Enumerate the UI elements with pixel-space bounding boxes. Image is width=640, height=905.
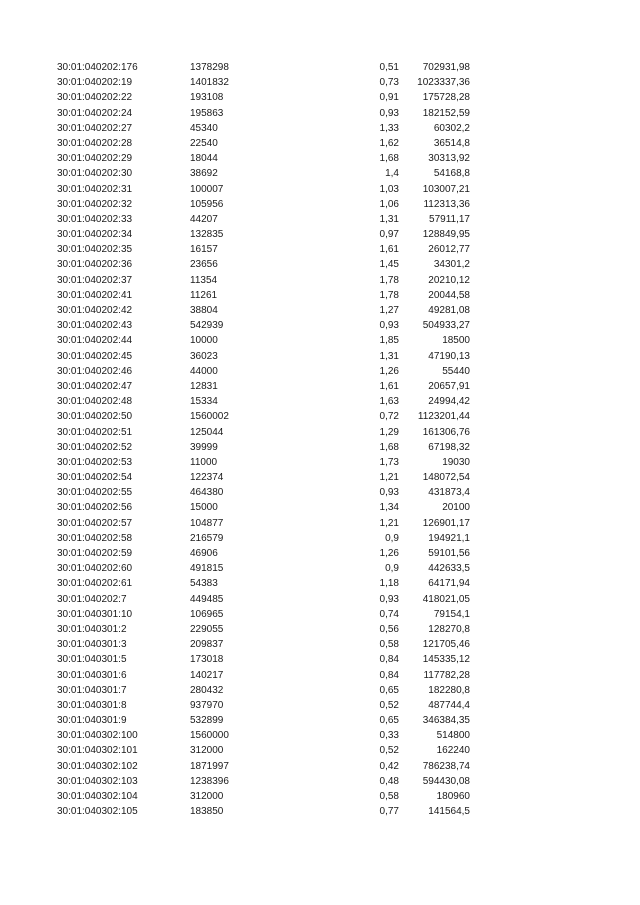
coefficient-cell: 0,9 — [385, 563, 399, 575]
coefficient-cell: 1,73 — [379, 456, 399, 468]
coefficient-cell: 0,58 — [379, 639, 399, 651]
total-cell: 57911,17 — [429, 213, 470, 225]
table-row — [0, 743, 640, 758]
total-cell: 175728,28 — [422, 92, 470, 104]
coefficient-cell: 0,93 — [379, 107, 399, 119]
total-cell: 594430,08 — [422, 775, 470, 787]
cadastral-number-cell: 30:01:040302:100 — [57, 730, 138, 742]
table-row — [0, 257, 640, 272]
cadastral-number-cell: 30:01:040202:176 — [57, 62, 138, 73]
coefficient-cell: 0,93 — [379, 320, 399, 332]
total-cell: 54168,8 — [433, 168, 470, 180]
quantity-cell: 44000 — [190, 365, 218, 377]
coefficient-cell: 1,4 — [385, 168, 399, 180]
cadastral-number-cell: 30:01:040202:36 — [57, 259, 133, 271]
table-row — [0, 759, 640, 774]
coefficient-cell: 0,52 — [379, 699, 399, 711]
cadastral-number-cell: 30:01:040202:54 — [57, 472, 133, 484]
quantity-cell: 1560002 — [190, 411, 229, 423]
quantity-cell: 209837 — [190, 639, 224, 651]
total-cell: 141564,5 — [428, 806, 470, 818]
quantity-cell: 15334 — [190, 396, 218, 408]
table-row — [0, 197, 640, 212]
quantity-cell: 22540 — [190, 137, 218, 149]
quantity-cell: 11000 — [190, 456, 218, 468]
coefficient-cell: 1,29 — [379, 426, 399, 438]
total-cell: 79154,1 — [433, 608, 470, 620]
total-cell: 26012,77 — [428, 244, 470, 256]
quantity-cell: 1871997 — [190, 760, 229, 772]
total-cell: 148072,54 — [422, 472, 470, 484]
coefficient-cell: 1,68 — [379, 153, 399, 165]
coefficient-cell: 0,93 — [379, 593, 399, 605]
table-row — [0, 668, 640, 683]
table-row — [0, 698, 640, 713]
table-row — [0, 440, 640, 455]
coefficient-cell: 0,48 — [379, 775, 399, 787]
quantity-cell: 229055 — [190, 623, 224, 635]
cadastral-number-cell: 30:01:040202:56 — [57, 502, 133, 514]
cadastral-number-cell: 30:01:040202:43 — [57, 320, 133, 332]
table-row — [0, 227, 640, 242]
cadastral-number-cell: 30:01:040301:6 — [57, 669, 127, 681]
total-cell: 128849,95 — [422, 229, 470, 241]
cadastral-number-cell: 30:01:040301:5 — [57, 654, 127, 666]
coefficient-cell: 1,27 — [379, 305, 399, 316]
total-cell: 112313,36 — [423, 198, 470, 210]
cadastral-number-cell: 30:01:040202:51 — [57, 426, 133, 438]
cadastral-number-cell: 30:01:040302:104 — [57, 791, 138, 802]
table-row — [0, 121, 640, 136]
total-cell: 18500 — [442, 335, 470, 347]
coefficient-cell: 0,77 — [379, 806, 399, 818]
quantity-cell: 532899 — [190, 715, 224, 727]
total-cell: 182280,8 — [428, 684, 470, 696]
cadastral-number-cell: 30:01:040202:41 — [57, 289, 133, 301]
table-row — [0, 182, 640, 197]
total-cell: 60302,2 — [433, 122, 470, 134]
cadastral-number-cell: 30:01:040301:9 — [57, 715, 127, 727]
quantity-cell: 464380 — [190, 487, 224, 499]
coefficient-cell: 0,33 — [379, 730, 399, 742]
total-cell: 145335,12 — [422, 654, 470, 666]
quantity-cell: 195863 — [190, 107, 224, 119]
cadastral-number-cell: 30:01:040202:55 — [57, 487, 133, 499]
table-row — [0, 242, 640, 257]
table-row — [0, 60, 640, 75]
total-cell: 67198,32 — [428, 441, 470, 453]
quantity-cell: 1560000 — [190, 730, 229, 742]
total-cell: 786238,74 — [422, 760, 470, 772]
coefficient-cell: 1,85 — [379, 335, 399, 347]
quantity-cell: 15000 — [190, 502, 218, 514]
coefficient-cell: 0,84 — [379, 654, 399, 666]
table-row — [0, 607, 640, 622]
cadastral-number-cell: 30:01:040202:53 — [57, 456, 133, 468]
cadastral-number-cell: 30:01:040202:57 — [57, 517, 133, 529]
total-cell: 1123201,44 — [417, 411, 470, 423]
coefficient-cell: 0,65 — [379, 715, 399, 727]
quantity-cell: 140217 — [190, 669, 224, 681]
total-cell: 180960 — [436, 791, 470, 802]
cadastral-number-cell: 30:01:040202:31 — [57, 183, 133, 195]
table-row — [0, 379, 640, 394]
total-cell: 442633,5 — [428, 563, 470, 575]
table-row — [0, 470, 640, 485]
table-row — [0, 166, 640, 181]
table-row — [0, 592, 640, 607]
table-row — [0, 394, 640, 409]
quantity-cell: 18044 — [190, 153, 218, 165]
coefficient-cell: 0,91 — [379, 92, 399, 104]
quantity-cell: 54383 — [190, 578, 218, 590]
total-cell: 346384,35 — [422, 715, 470, 727]
table-row — [0, 516, 640, 531]
cadastral-number-cell: 30:01:040302:102 — [57, 760, 138, 772]
table-row — [0, 455, 640, 470]
coefficient-cell: 0,97 — [379, 229, 399, 241]
coefficient-cell: 0,93 — [379, 487, 399, 499]
coefficient-cell: 0,51 — [379, 62, 399, 73]
cadastral-number-cell: 30:01:040202:19 — [57, 77, 133, 89]
coefficient-cell: 0,56 — [379, 623, 399, 635]
total-cell: 162240 — [436, 745, 470, 757]
cadastral-number-cell: 30:01:040202:46 — [57, 365, 133, 377]
quantity-cell: 216579 — [190, 532, 224, 544]
coefficient-cell: 1,68 — [379, 441, 399, 453]
quantity-cell: 280432 — [190, 684, 224, 696]
cadastral-number-cell: 30:01:040202:61 — [57, 578, 133, 590]
coefficient-cell: 1,18 — [379, 578, 399, 590]
table-row — [0, 425, 640, 440]
cadastral-number-cell: 30:01:040202:29 — [57, 153, 133, 165]
total-cell: 30313,92 — [428, 153, 470, 165]
quantity-cell: 132835 — [190, 229, 224, 241]
table-row — [0, 349, 640, 364]
table-row — [0, 713, 640, 728]
table-row — [0, 90, 640, 105]
table-row — [0, 531, 640, 546]
coefficient-cell: 0,42 — [379, 760, 399, 772]
table-row — [0, 728, 640, 743]
quantity-cell: 312000 — [190, 791, 224, 802]
quantity-cell: 104877 — [190, 517, 224, 529]
total-cell: 182152,59 — [422, 107, 470, 119]
table-row — [0, 637, 640, 652]
coefficient-cell: 1,21 — [379, 472, 399, 484]
quantity-cell: 23656 — [190, 259, 218, 271]
cadastral-number-cell: 30:01:040202:50 — [57, 411, 133, 423]
cadastral-number-cell: 30:01:040202:28 — [57, 137, 133, 149]
quantity-cell: 183850 — [190, 806, 224, 818]
cadastral-number-cell: 30:01:040301:3 — [57, 639, 127, 651]
total-cell: 126901,17 — [422, 517, 470, 529]
quantity-cell: 937970 — [190, 699, 224, 711]
total-cell: 103007,21 — [422, 183, 470, 195]
quantity-cell: 12831 — [190, 380, 218, 392]
spreadsheet-table — [0, 60, 640, 819]
cadastral-number-cell: 30:01:040202:24 — [57, 107, 133, 119]
quantity-cell: 39999 — [190, 441, 218, 453]
total-cell: 49281,08 — [428, 305, 470, 316]
cadastral-number-cell: 30:01:040202:60 — [57, 563, 133, 575]
cadastral-number-cell: 30:01:040202:42 — [57, 305, 133, 316]
coefficient-cell: 1,33 — [379, 122, 399, 134]
coefficient-cell: 0,84 — [379, 669, 399, 681]
total-cell: 20210,12 — [428, 274, 470, 286]
total-cell: 64171,94 — [428, 578, 470, 590]
quantity-cell: 491815 — [190, 563, 224, 575]
cadastral-number-cell: 30:01:040301:8 — [57, 699, 127, 711]
coefficient-cell: 0,52 — [379, 745, 399, 757]
total-cell: 161306,76 — [422, 426, 470, 438]
quantity-cell: 11261 — [190, 289, 218, 301]
total-cell: 59101,56 — [428, 548, 470, 559]
table-row — [0, 318, 640, 333]
cadastral-number-cell: 30:01:040202:48 — [57, 396, 133, 408]
coefficient-cell: 1,03 — [379, 183, 399, 195]
quantity-cell: 45340 — [190, 122, 218, 134]
table-row — [0, 364, 640, 379]
coefficient-cell: 1,62 — [379, 137, 399, 149]
quantity-cell: 10000 — [190, 335, 218, 347]
quantity-cell: 125044 — [190, 426, 224, 438]
cadastral-number-cell: 30:01:040202:47 — [57, 380, 133, 392]
total-cell: 19030 — [442, 456, 470, 468]
cadastral-number-cell: 30:01:040202:59 — [57, 548, 133, 559]
coefficient-cell: 0,73 — [379, 77, 399, 89]
cadastral-number-cell: 30:01:040202:45 — [57, 350, 133, 362]
table-row — [0, 622, 640, 637]
coefficient-cell: 1,06 — [379, 198, 399, 210]
quantity-cell: 38804 — [190, 305, 218, 316]
cadastral-number-cell: 30:01:040301:10 — [57, 608, 133, 620]
cadastral-number-cell: 30:01:040202:27 — [57, 122, 133, 134]
total-cell: 504933,27 — [422, 320, 470, 332]
total-cell: 55440 — [442, 365, 470, 377]
cadastral-number-cell: 30:01:040202:22 — [57, 92, 133, 104]
cadastral-number-cell: 30:01:040202:30 — [57, 168, 133, 180]
coefficient-cell: 0,72 — [379, 411, 399, 423]
coefficient-cell: 1,31 — [379, 350, 399, 362]
total-cell: 36514,8 — [433, 137, 470, 149]
table-row — [0, 273, 640, 288]
quantity-cell: 46906 — [190, 548, 218, 559]
total-cell: 487744,4 — [428, 699, 470, 711]
table-row — [0, 576, 640, 591]
quantity-cell: 542939 — [190, 320, 224, 332]
total-cell: 20044,58 — [428, 289, 470, 301]
quantity-cell: 100007 — [190, 183, 224, 195]
quantity-cell: 1238396 — [190, 775, 229, 787]
quantity-cell: 106965 — [190, 608, 224, 620]
total-cell: 24994,42 — [428, 396, 470, 408]
quantity-cell: 449485 — [190, 593, 224, 605]
quantity-cell: 1401832 — [190, 77, 229, 89]
quantity-cell: 122374 — [190, 472, 224, 484]
coefficient-cell: 1,26 — [379, 365, 399, 377]
table-row — [0, 774, 640, 789]
quantity-cell: 193108 — [190, 92, 224, 104]
total-cell: 34301,2 — [433, 259, 470, 271]
cadastral-number-cell: 30:01:040202:37 — [57, 274, 133, 286]
total-cell: 418021,05 — [422, 593, 470, 605]
cadastral-number-cell: 30:01:040202:7 — [57, 593, 127, 605]
table-row — [0, 683, 640, 698]
cadastral-number-cell: 30:01:040202:33 — [57, 213, 133, 225]
table-row — [0, 75, 640, 90]
table-row — [0, 409, 640, 424]
cadastral-number-cell: 30:01:040202:32 — [57, 198, 133, 210]
table-row — [0, 789, 640, 804]
table-row — [0, 136, 640, 151]
table-row — [0, 333, 640, 348]
cadastral-number-cell: 30:01:040202:35 — [57, 244, 133, 256]
total-cell: 20657,91 — [428, 380, 470, 392]
coefficient-cell: 1,21 — [379, 517, 399, 529]
quantity-cell: 173018 — [190, 654, 224, 666]
table-row — [0, 546, 640, 561]
total-cell: 47190,13 — [428, 350, 470, 362]
total-cell: 20100 — [442, 502, 470, 514]
cadastral-number-cell: 30:01:040202:58 — [57, 532, 133, 544]
total-cell: 431873,4 — [428, 487, 470, 499]
cadastral-number-cell: 30:01:040302:105 — [57, 806, 138, 818]
total-cell: 702931,98 — [422, 62, 470, 73]
table-row — [0, 500, 640, 515]
total-cell: 117782,28 — [423, 669, 470, 681]
coefficient-cell: 0,9 — [385, 532, 399, 544]
quantity-cell: 16157 — [190, 244, 218, 256]
coefficient-cell: 1,78 — [379, 274, 399, 286]
table-row — [0, 106, 640, 121]
total-cell: 128270,8 — [428, 623, 470, 635]
table-row — [0, 652, 640, 667]
table-row — [0, 303, 640, 318]
table-row — [0, 804, 640, 819]
coefficient-cell: 1,26 — [379, 548, 399, 559]
coefficient-cell: 0,58 — [379, 791, 399, 802]
quantity-cell: 312000 — [190, 745, 224, 757]
coefficient-cell: 1,45 — [379, 259, 399, 271]
total-cell: 194921,1 — [428, 532, 470, 544]
cadastral-number-cell: 30:01:040202:34 — [57, 229, 133, 241]
cadastral-number-cell: 30:01:040302:101 — [57, 745, 138, 757]
coefficient-cell: 1,31 — [379, 213, 399, 225]
cadastral-number-cell: 30:01:040301:7 — [57, 684, 127, 696]
cadastral-number-cell: 30:01:040202:44 — [57, 335, 133, 347]
table-row — [0, 288, 640, 303]
table-row — [0, 151, 640, 166]
coefficient-cell: 1,61 — [379, 380, 399, 392]
quantity-cell: 44207 — [190, 213, 218, 225]
coefficient-cell: 0,65 — [379, 684, 399, 696]
total-cell: 1023337,36 — [417, 77, 470, 89]
table-row — [0, 212, 640, 227]
cadastral-number-cell: 30:01:040202:52 — [57, 441, 133, 453]
coefficient-cell: 1,78 — [379, 289, 399, 301]
table-row — [0, 561, 640, 576]
total-cell: 121705,46 — [422, 639, 470, 651]
coefficient-cell: 1,61 — [379, 244, 399, 256]
cadastral-number-cell: 30:01:040302:103 — [57, 775, 138, 787]
quantity-cell: 11354 — [190, 274, 218, 286]
quantity-cell: 38692 — [190, 168, 218, 180]
quantity-cell: 1378298 — [190, 62, 229, 73]
quantity-cell: 105956 — [190, 198, 224, 210]
total-cell: 514800 — [436, 730, 470, 742]
coefficient-cell: 1,34 — [379, 502, 399, 514]
table-row — [0, 485, 640, 500]
coefficient-cell: 0,74 — [379, 608, 399, 620]
coefficient-cell: 1,63 — [379, 396, 399, 408]
cadastral-number-cell: 30:01:040301:2 — [57, 623, 127, 635]
quantity-cell: 36023 — [190, 350, 218, 362]
